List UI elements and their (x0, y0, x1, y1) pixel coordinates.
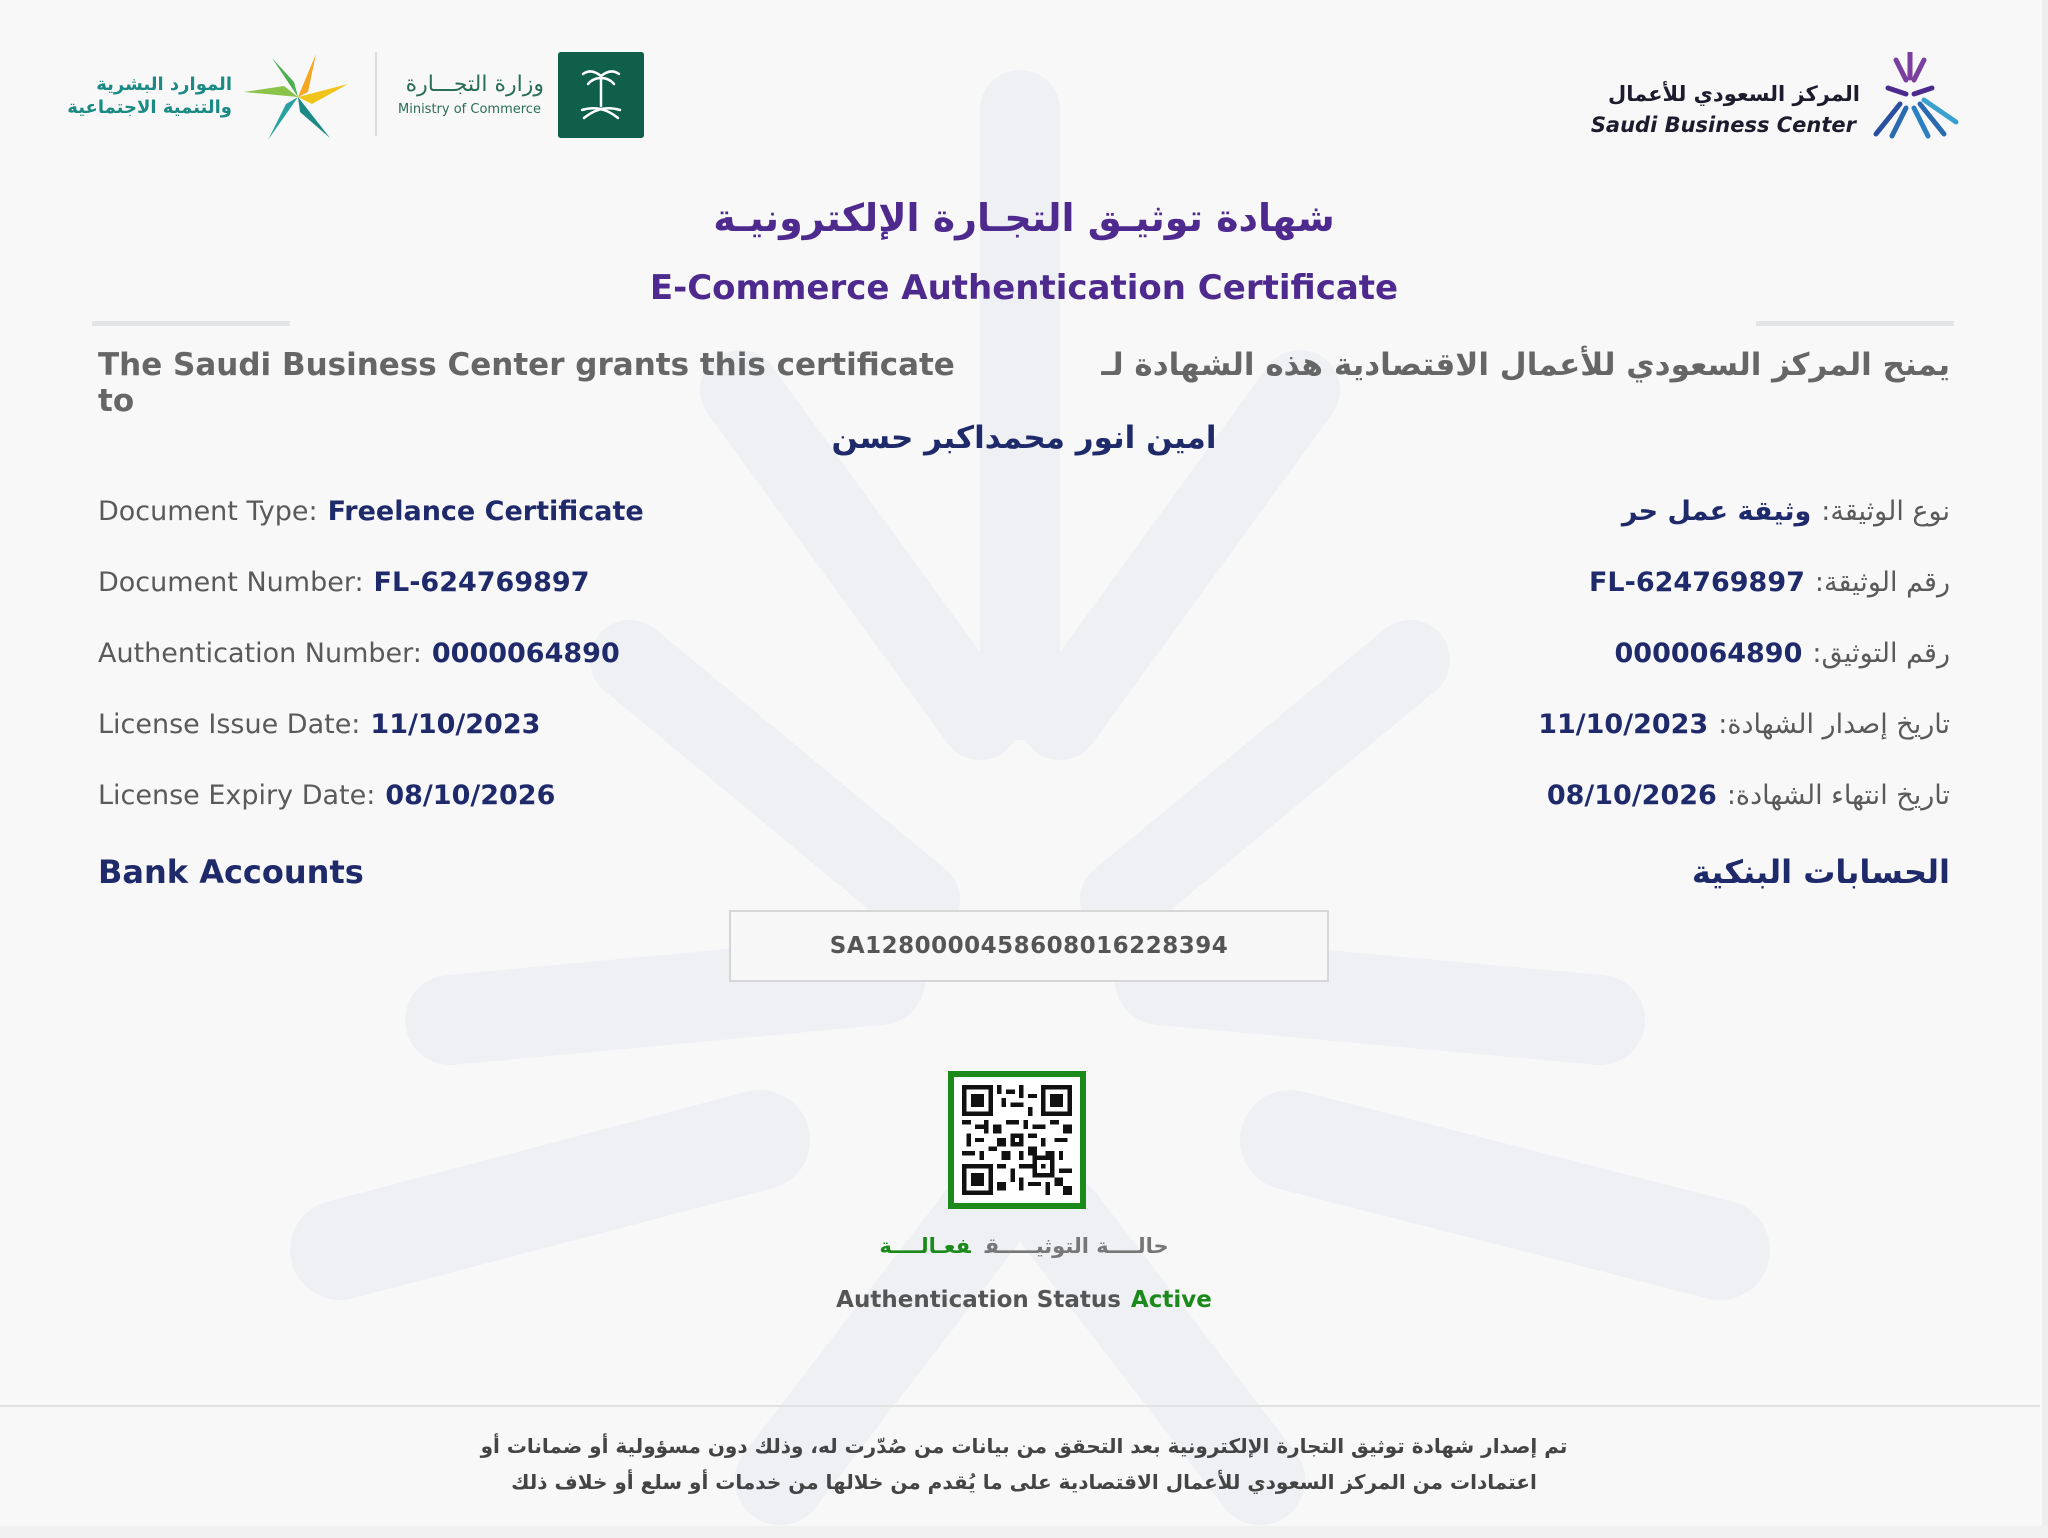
detail-label: Document Type: (98, 496, 318, 527)
auth-status-value-ar: فعـالــــة (879, 1234, 971, 1258)
auth-status-label-ar: حالــــة التوثيـــــق (984, 1234, 1169, 1258)
detail-label: Document Number: (98, 567, 364, 598)
detail-label: Authentication Number: (98, 638, 422, 669)
detail-value: 08/10/2026 (1546, 780, 1717, 811)
detail-value: 08/10/2026 (385, 780, 556, 811)
grant-statement-ar: يمنح المركز السعودي للأعمال الاقتصادية هذه الشهادة لـ (1101, 347, 1950, 383)
header-divider (375, 52, 377, 136)
detail-label: رقم الوثيقة: (1814, 567, 1950, 598)
footer-disclaimer-line1: تم إصدار شهادة توثيق التجارة الإلكترونية بعد التحقق من بيانات من صُدّرت له، وذلك دون مسؤولية أو ضمانات أو (480, 1434, 1568, 1458)
detail-label: License Expiry Date: (98, 780, 376, 811)
detail-value: Freelance Certificate (327, 496, 644, 527)
detail-row-document-number-en (98, 567, 958, 598)
hrsd-logo-icon (238, 52, 358, 142)
qr-code-icon (962, 1085, 1072, 1195)
detail-value: 11/10/2023 (370, 709, 541, 740)
footer-disclaimer-line2: اعتمادات من المركز السعودي للأعمال الاقتصادية على ما يُقدم من خلالها من خدمات أو سلع أو خلاف ذلك (511, 1470, 1537, 1494)
hrsd-name-ar-line2: والتنمية الاجتماعية (67, 97, 232, 118)
bottom-strip (0, 1526, 2048, 1538)
moc-name-en: Ministry of Commerce (398, 102, 541, 117)
detail-label: رقم التوثيق: (1812, 638, 1950, 669)
auth-status-label-en: Authentication Status (836, 1287, 1121, 1313)
detail-row-auth-number-ar (1090, 638, 1950, 669)
iban-field: SA1280000458608016228394 (729, 910, 1329, 982)
detail-row-document-type-en (98, 496, 958, 527)
auth-status-en (0, 1287, 2048, 1313)
certificate-title-en: E-Commerce Authentication Certificate (649, 268, 1399, 308)
moc-name-ar: وزارة التجـــارة (405, 72, 544, 97)
detail-row-document-number-ar (1090, 567, 1950, 598)
footer-divider (0, 1405, 2040, 1407)
qr-code-frame[interactable] (948, 1071, 1086, 1209)
detail-label: نوع الوثيقة: (1821, 496, 1950, 527)
hrsd-name-ar-line1: الموارد البشرية (96, 74, 232, 95)
certificate-title-ar: شهادة توثيـق التجـارة الإلكترونيـة (713, 196, 1335, 240)
detail-value: 11/10/2023 (1538, 709, 1709, 740)
detail-label: تاريخ إصدار الشهادة: (1718, 709, 1950, 740)
certificate-holder-name: امين انور محمداكبر حسن (831, 420, 1217, 456)
detail-row-expiry-date-ar (1090, 780, 1950, 811)
detail-row-issue-date-en (98, 709, 958, 740)
detail-row-issue-date-ar (1090, 709, 1950, 740)
detail-row-expiry-date-en (98, 780, 958, 811)
title-rule-right (1756, 321, 1954, 326)
sbc-name-ar: المركز السعودي للأعمال (1608, 82, 1860, 106)
detail-value: 0000064890 (1614, 638, 1803, 669)
bank-accounts-heading-en: Bank Accounts (98, 853, 364, 891)
detail-value: 0000064890 (431, 638, 620, 669)
title-rule-left (92, 321, 290, 326)
detail-label: License Issue Date: (98, 709, 361, 740)
grant-statement-en: The Saudi Business Center grants this certificate to (98, 347, 955, 419)
sbc-name-en: Saudi Business Center (1590, 113, 1856, 137)
detail-row-auth-number-en (98, 638, 958, 669)
bank-accounts-heading-ar: الحسابات البنكية (1691, 853, 1950, 891)
detail-value: FL-624769897 (1588, 567, 1805, 598)
detail-value: وثيقة عمل حر (1621, 496, 1812, 527)
detail-value: FL-624769897 (373, 567, 590, 598)
auth-status-value-en: Active (1130, 1287, 1212, 1313)
auth-status-ar (0, 1234, 2048, 1258)
moc-emblem-icon (558, 52, 644, 138)
detail-row-document-type-ar (1090, 496, 1950, 527)
detail-label: تاريخ انتهاء الشهادة: (1726, 780, 1950, 811)
